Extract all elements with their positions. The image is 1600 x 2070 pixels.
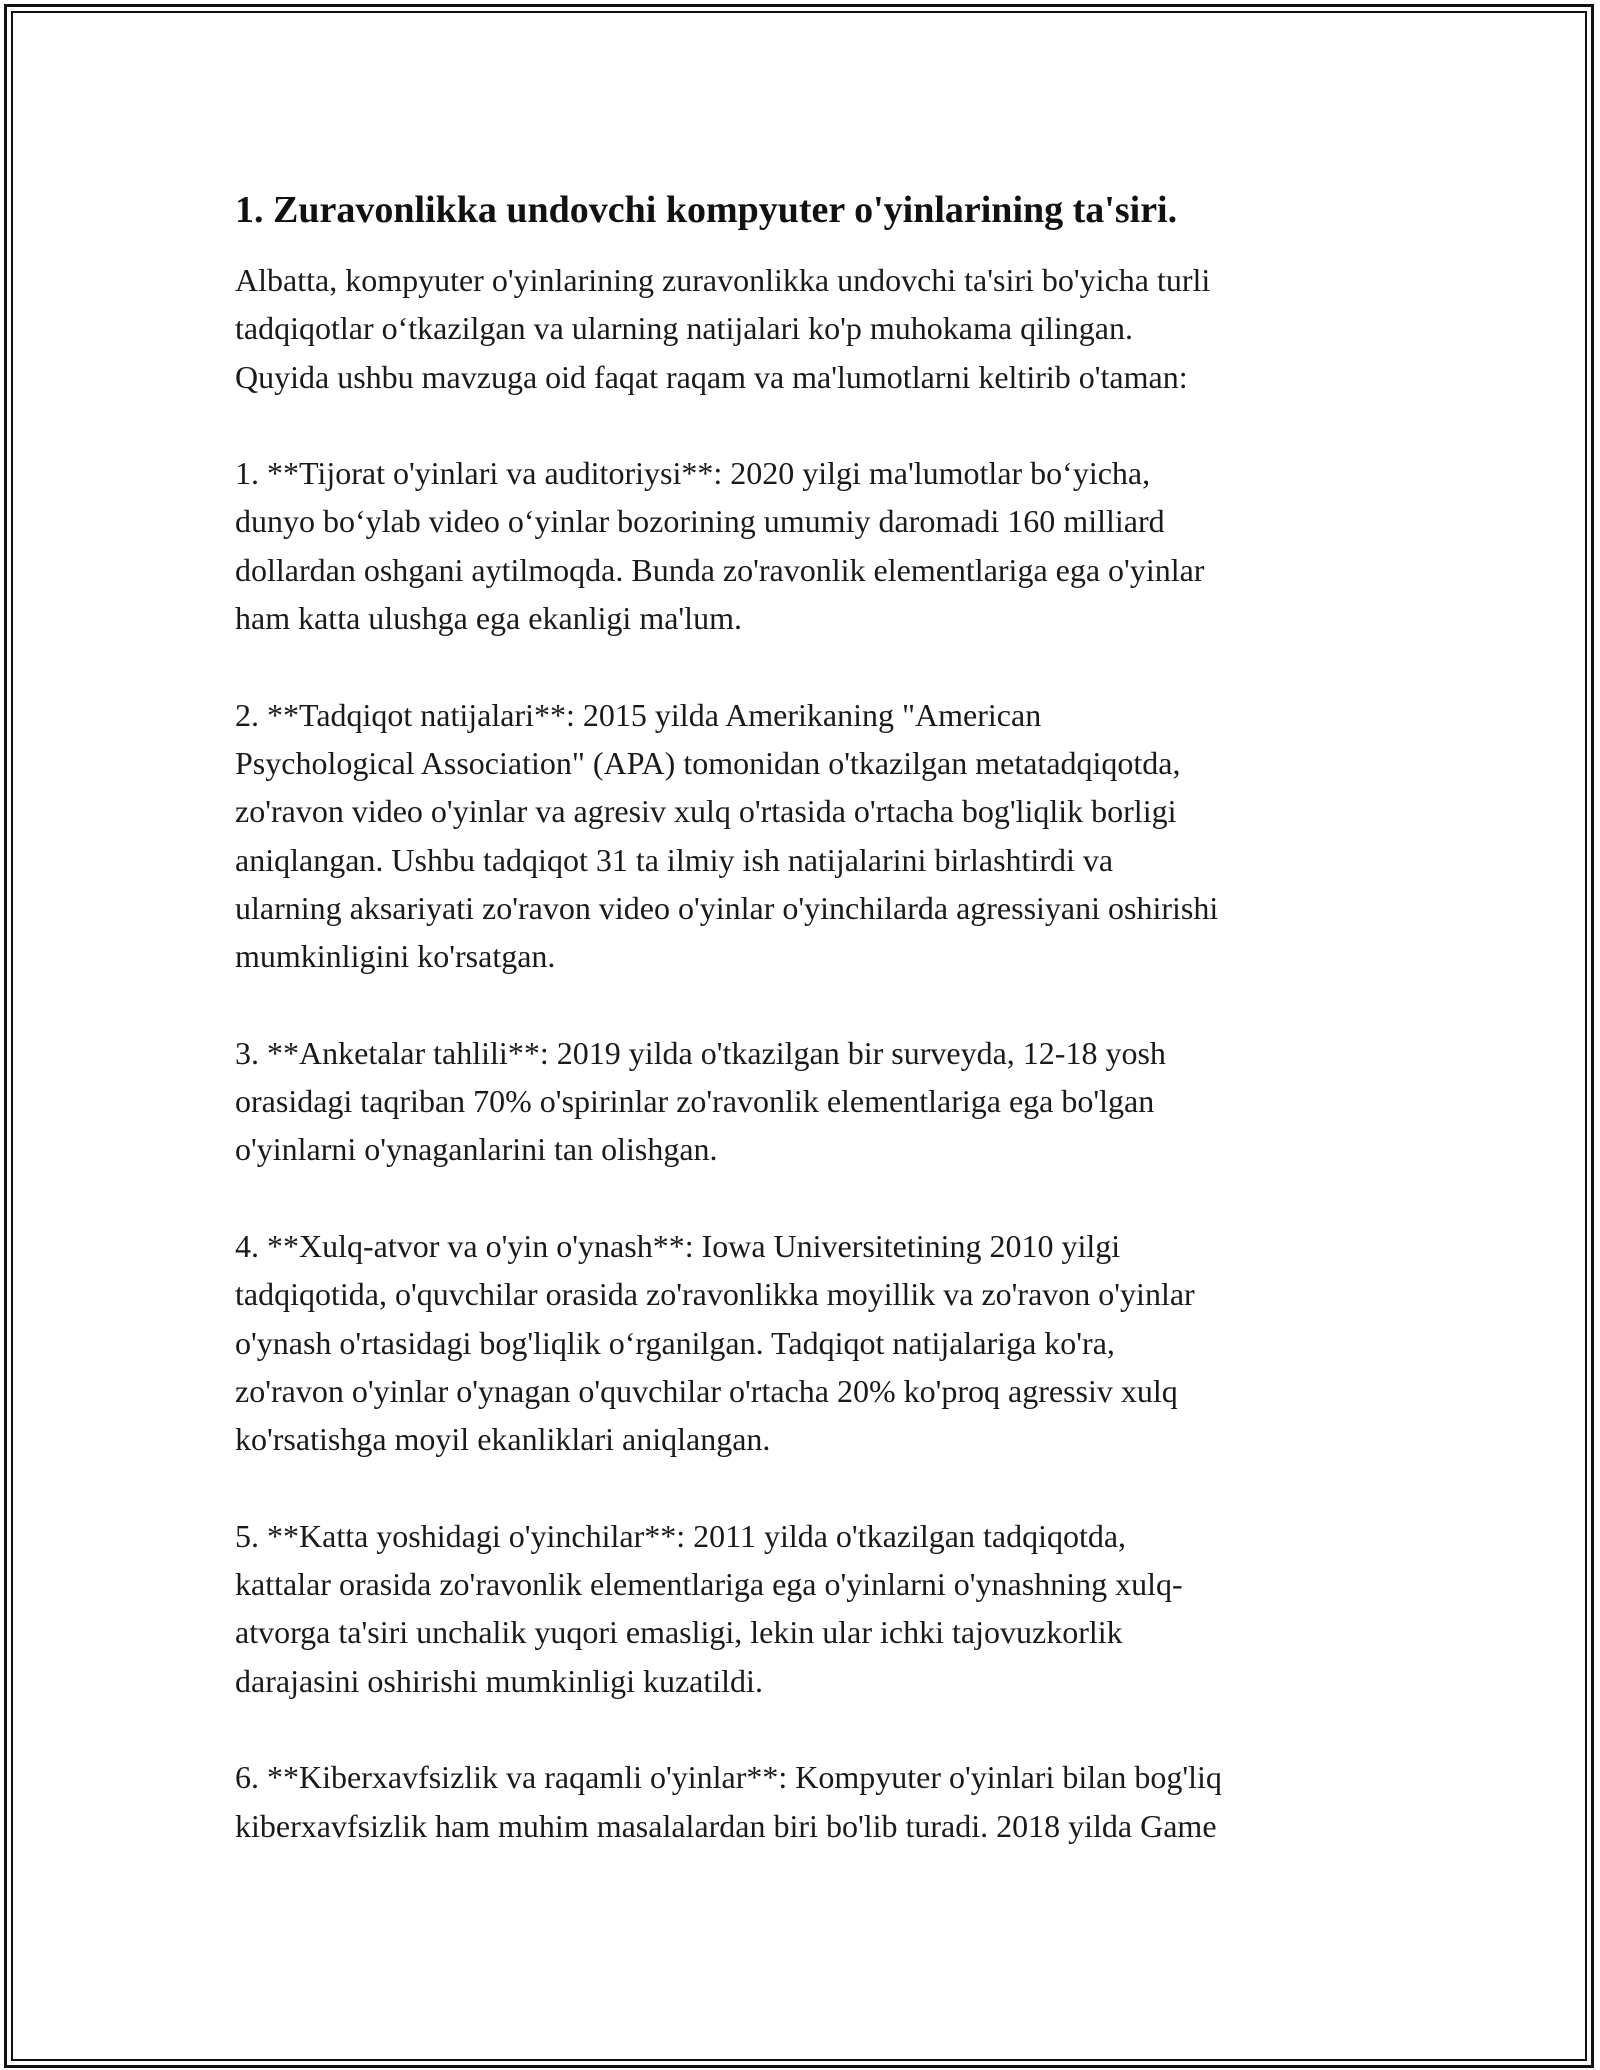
text-line: tadqiqotlar o‘tkazilgan va ularning natijalari ko'p muhokama qilingan. — [235, 310, 1133, 347]
text-line: 3. **Anketalar tahlili**: 2019 yilda o'tkazilgan bir surveyda, 12-18 yosh — [235, 1034, 1166, 1071]
text-line: atvorga ta'siri unchalik yuqori emasligi, lekin ular ichki tajovuzkorlik — [235, 1614, 1123, 1651]
document-body — [235, 186, 1385, 1898]
text-line: darajasini oshirishi mumkinligi kuzatildi. — [235, 1662, 763, 1699]
text-line: dollardan oshgani aytilmoqda. Bunda zo'ravonlik elementlariga ega o'yinlar — [235, 551, 1205, 588]
text-line: 4. **Xulq-atvor va o'yin o'ynash**: Iowa Universitetining 2010 yilgi — [235, 1227, 1121, 1264]
paragraph-item-6 — [235, 1753, 1385, 1850]
document-title: 1. Zuravonlikka undovchi kompyuter o'yinlarining ta'siri. — [235, 189, 1178, 231]
text-line: o'yinlarni o'ynaganlarini tan olishgan. — [235, 1131, 718, 1168]
text-line: kiberxavfsizlik ham muhim masalalardan biri bo'lib turadi. 2018 yilda Game — [235, 1807, 1217, 1844]
text-line: ham katta ulushga ega ekanligi ma'lum. — [235, 600, 742, 637]
text-line: 6. **Kiberxavfsizlik va raqamli o'yinlar**: Kompyuter o'yinlari bilan bog'liq — [235, 1759, 1222, 1796]
paragraph-item-4 — [235, 1222, 1385, 1463]
text-line: kattalar orasida zo'ravonlik elementlariga ega o'yinlarni o'ynashning xulq- — [235, 1566, 1183, 1603]
text-line: Psychological Association" (APA) tomonidan o'tkazilgan metatadqiqotda, — [235, 744, 1181, 781]
paragraph-item-3 — [235, 1029, 1385, 1174]
text-line: o'ynash o'rtasidagi bog'liqlik o‘rganilgan. Tadqiqot natijalariga ko'ra, — [235, 1324, 1115, 1361]
text-line: Quyida ushbu mavzuga oid faqat raqam va ma'lumotlarni keltirib o'taman: — [235, 358, 1188, 395]
paragraph-item-5 — [235, 1512, 1385, 1705]
text-line: 1. **Tijorat o'yinlari va auditoriysi**: 2020 yilgi ma'lumotlar bo‘yicha, — [235, 455, 1151, 492]
text-line: Albatta, kompyuter o'yinlarining zuravonlikka undovchi ta'siri bo'yicha turli — [235, 262, 1211, 298]
text-line: ularning aksariyati zo'ravon video o'yinlar o'yinchilarda agressiyani oshirishi — [235, 889, 1219, 926]
text-line: tadqiqotida, o'quvchilar orasida zo'ravonlikka moyillik va zo'ravon o'yinlar — [235, 1276, 1195, 1313]
text-line: aniqlangan. Ushbu tadqiqot 31 ta ilmiy ish natijalarini birlashtirdi va — [235, 841, 1114, 878]
text-line: ko'rsatishga moyil ekanliklari aniqlangan. — [235, 1421, 771, 1458]
text-line: 2. **Tadqiqot natijalari**: 2015 yilda Amerikaning "American — [235, 696, 1042, 733]
text-line: orasidagi taqriban 70% o'spirinlar zo'ravonlik elementlariga ega bo'lgan — [235, 1083, 1155, 1120]
text-line: 5. **Katta yoshidagi o'yinchilar**: 2011 yilda o'tkazilgan tadqiqotda, — [235, 1517, 1127, 1554]
paragraph-item-1 — [235, 449, 1385, 642]
text-line: dunyo bo‘ylab video o‘yinlar bozorining umumiy daromadi 160 milliard — [235, 503, 1165, 540]
text-line: zo'ravon video o'yinlar va agresiv xulq o'rtasida o'rtacha bog'liqlik borligi — [235, 793, 1177, 830]
text-line: mumkinligini ko'rsatgan. — [235, 938, 556, 975]
paragraph-item-2 — [235, 691, 1385, 981]
paragraph-intro — [235, 256, 1385, 401]
text-line: zo'ravon o'yinlar o'ynagan o'quvchilar o'rtacha 20% ko'proq agressiv xulq — [235, 1372, 1178, 1409]
